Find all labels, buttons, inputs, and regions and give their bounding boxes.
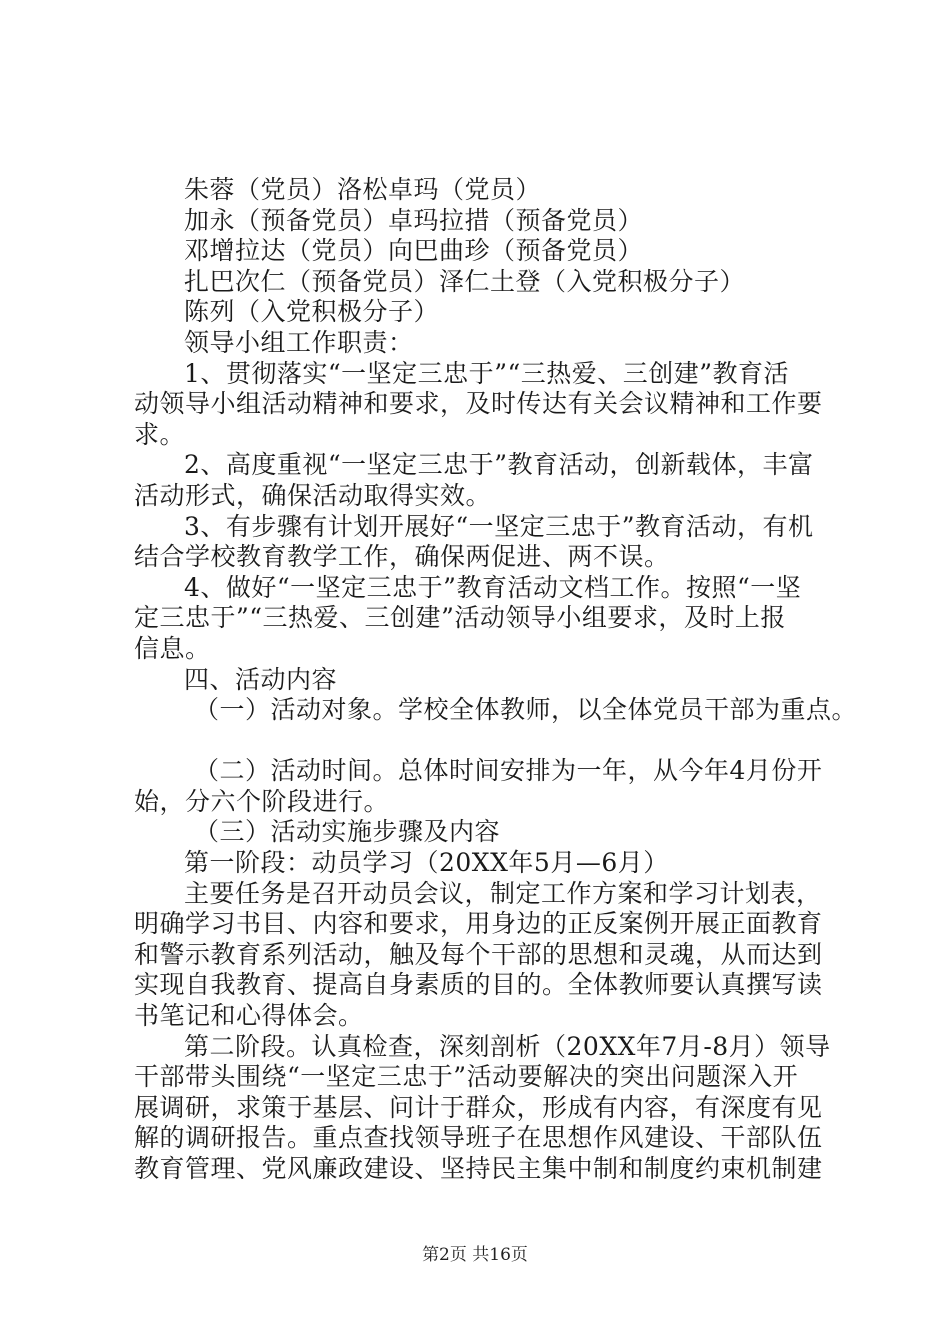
text-line: 结合学校教育教学工作，确保两促进、两不误。 [134, 542, 670, 572]
text-line: （二）活动时间。总体时间安排为一年，从今年4月份开 [194, 756, 823, 786]
text-line: 陈列（入党积极分子） [184, 297, 440, 327]
text-line: 3、有步骤有计划开展好“一坚定三忠于”教育活动，有机 [184, 511, 814, 541]
text-line: （三）活动实施步骤及内容 [194, 817, 501, 847]
blank-line [134, 726, 854, 757]
text-line: 干部带头围绕“一坚定三忠于”活动要解决的突出问题深入开 [134, 1062, 799, 1092]
text-line: 定三忠于”“三热爱、三创建”活动领导小组要求，及时上报 [134, 603, 786, 633]
text-line: 信息。 [134, 633, 211, 663]
text-line: 书笔记和心得体会。 [134, 1001, 364, 1031]
text-line: （一）活动对象。学校全体教师，以全体党员干部为重点。 [194, 695, 858, 725]
text-line: 扎巴次仁（预备党员）泽仁土登（入党积极分子） [184, 266, 746, 296]
text-line: 教育管理、党风廉政建设、坚持民主集中制和制度约束机制建 [134, 1154, 823, 1183]
text-line: 邓增拉达（党员）向巴曲珍（预备党员） [184, 236, 644, 266]
text-line: 主要任务是召开动员会议，制定工作方案和学习计划表， [184, 878, 822, 908]
text-line: 领导小组工作职责： [184, 327, 414, 357]
text-line: 解的调研报告。重点查找领导班子在思想作风建设、干部队伍 [134, 1123, 823, 1153]
text-line: 展调研，求策于基层、问计于群众，形成有内容，有深度有见 [134, 1092, 823, 1122]
text-line: 朱蓉（党员）洛松卓玛（党员） [184, 175, 542, 204]
document-body [134, 175, 858, 1185]
text-line: 动领导小组活动精神和要求，及时传达有关会议精神和工作要 [134, 389, 823, 419]
text-line: 和警示教育系列活动，触及每个干部的思想和灵魂，从而达到 [134, 939, 823, 969]
text-line: 活动形式，确保活动取得实效。 [134, 480, 492, 510]
page-number-footer: 第2页 共16页 [422, 1245, 528, 1265]
text-line: 4、做好“一坚定三忠于”教育活动文档工作。按照“一坚 [184, 572, 802, 602]
text-line: 2、高度重视“一坚定三忠于”教育活动，创新载体，丰富 [184, 450, 814, 480]
text-line: 第一阶段：动员学习（20XX年5月—6月） [184, 848, 669, 878]
text-line: 加永（预备党员）卓玛拉措（预备党员） [184, 205, 644, 235]
text-line: 1、贯彻落实“一坚定三忠于”“三热爱、三创建”教育活 [184, 358, 790, 388]
text-line: 求。 [134, 419, 186, 449]
section-heading: 四、活动内容 [184, 664, 338, 694]
text-line: 始，分六个阶段进行。 [134, 786, 390, 816]
text-line: 第二阶段。认真检查，深刻剖析（20XX年7月-8月）领导 [184, 1031, 831, 1061]
text-line: 明确学习书目、内容和要求，用身边的正反案例开展正面教育 [134, 909, 823, 939]
text-line: 实现自我教育、提高自身素质的目的。全体教师要认真撰写读 [134, 970, 823, 1000]
